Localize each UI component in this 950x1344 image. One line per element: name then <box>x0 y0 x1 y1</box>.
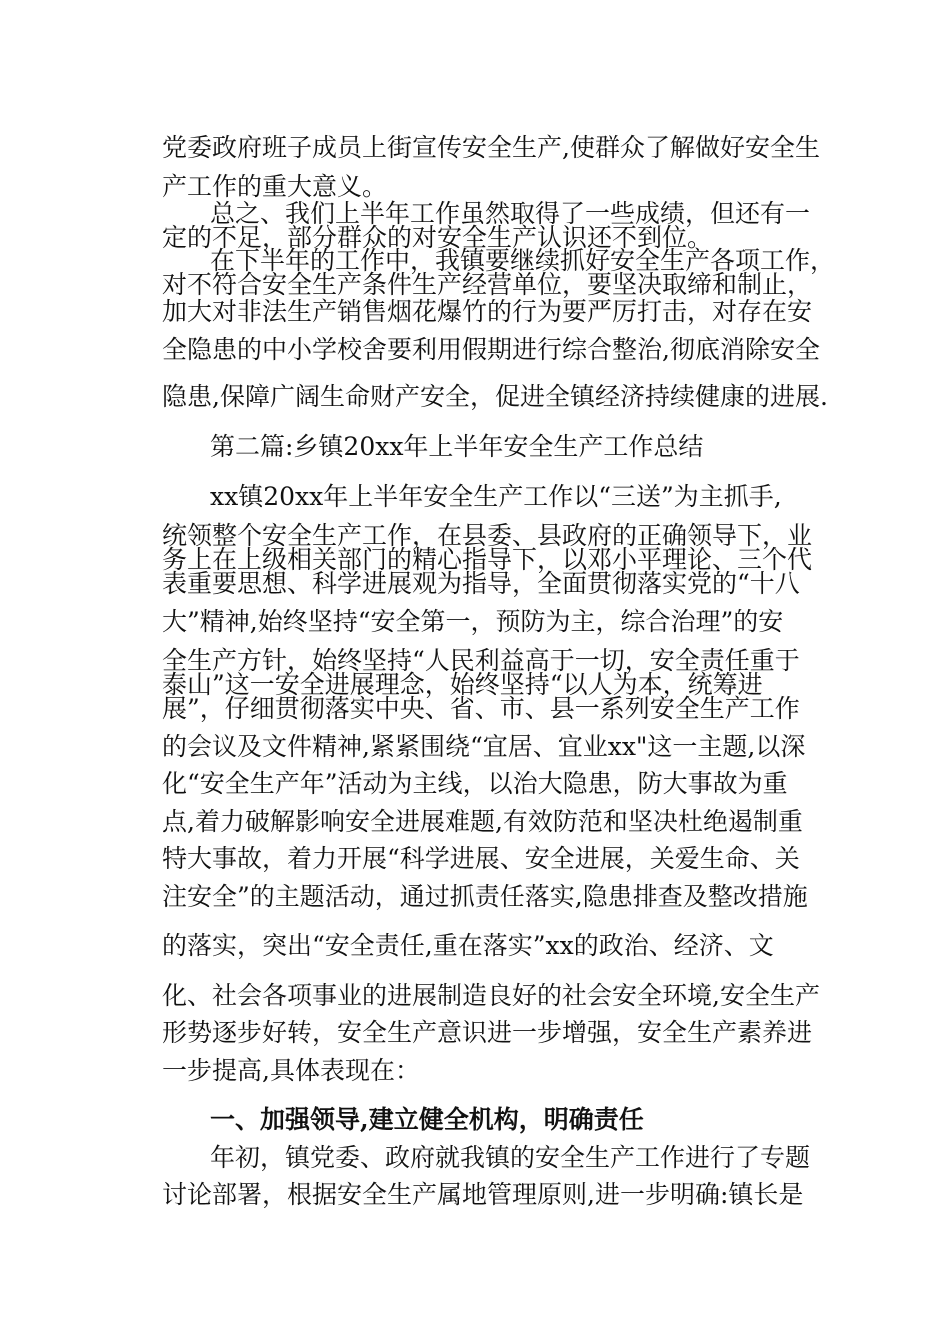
text-line: 总之、我们上半年工作虽然取得了一些成绩，但还有一 <box>210 199 811 228</box>
text-line: 对不符合安全生产条件生产经营单位，要坚决取缔和制止， <box>162 270 813 299</box>
text-line: 注安全”的主题活动，通过抓责任落实,隐患排查及整改措施 <box>162 882 808 911</box>
text-line: 形势逐步好转，安全生产意识进一步增强，安全生产素养进 <box>162 1018 813 1047</box>
text-line: 的会议及文件精神,紧紧围绕“宜居、宜业xx"这一主题,以深 <box>162 732 806 761</box>
text-line: 全生产方针，始终坚持“人民利益高于一切，安全责任重于 <box>162 646 800 675</box>
section-heading: 一、加强领导,建立健全机构，明确责任 <box>210 1105 644 1134</box>
text-line: 点,着力破解影响安全进展难题,有效防范和坚决杜绝遏制重 <box>162 807 803 836</box>
text-line: 在下半年的工作中，我镇要继续抓好安全生产各项工作， <box>210 246 836 275</box>
text-line: 大”精神,始终坚持“安全第一，预防为主，综合治理”的安 <box>162 607 784 636</box>
text-line: 产工作的重大意义。 <box>162 172 388 201</box>
text-line: 一步提高,具体表现在： <box>162 1056 420 1085</box>
text-line: 表重要思想、科学进展观为指导，全面贯彻落实党的“十八 <box>162 569 800 598</box>
text-line: 年初，镇党委、政府就我镇的安全生产工作进行了专题 <box>210 1143 811 1172</box>
text-line: xx镇20xx年上半年安全生产工作以“三送”为主抓手, <box>210 482 782 511</box>
text-line: 化“安全生产年”活动为主线，以治大隐患，防大事故为重 <box>162 769 788 798</box>
text-line: 全隐患的中小学校舍要利用假期进行综合整治,彻底消除安全 <box>162 335 820 364</box>
text-line: 加大对非法生产销售烟花爆竹的行为要严厉打击，对存在安 <box>162 297 813 326</box>
text-line: 定的不足，部分群众的对安全生产认识还不到位。 <box>162 223 713 252</box>
text-line: 务上在上级相关部门的精心指导下，以邓小平理论、三个代 <box>162 545 813 574</box>
text-line: 展”，仔细贯彻落实中央、省、市、县一系列安全生产工作 <box>162 694 800 723</box>
text-line: 党委政府班子成员上街宣传安全生产,使群众了解做好安全生 <box>162 133 820 162</box>
text-line: 的落实，突出“安全责任,重在落实”xx的政治、经济、文 <box>162 931 774 960</box>
text-line: 特大事故，着力开展“科学进展、安全进展，关爱生命、关 <box>162 844 800 873</box>
text-line: 讨论部署，根据安全生产属地管理原则,进一步明确:镇长是 <box>162 1180 804 1209</box>
text-line: 化、社会各项事业的进展制造良好的社会安全环境,安全生产 <box>162 981 820 1010</box>
text-line: 隐患,保障广阔生命财产安全，促进全镇经济持续健康的进展. <box>162 382 828 411</box>
text-line: 泰山”这一安全进展理念，始终坚持“以人为本，统筹进 <box>162 670 763 699</box>
text-line: 统领整个安全生产工作，在县委、县政府的正确领导下，业 <box>162 521 813 550</box>
section-title: 第二篇:乡镇20xx年上半年安全生产工作总结 <box>210 432 704 461</box>
